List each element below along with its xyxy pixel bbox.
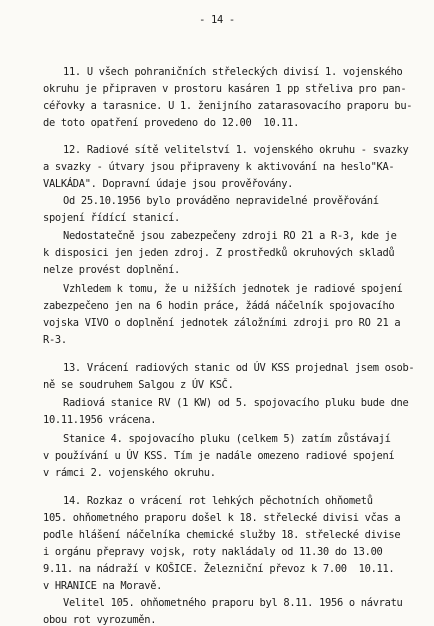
text-line: zabezpečeno jen na 6 hodin práce, žádá náčelník spojovacího	[43, 300, 395, 312]
text-line: de toto opatření provedeno do 12.00 10.11.	[43, 117, 300, 129]
text-line: Od 25.10.1956 bylo prováděno nepravidelné prověřování	[63, 195, 379, 207]
text-line: nelze provést doplnění.	[43, 264, 180, 276]
text-line: v HRANICE na Moravě.	[43, 580, 163, 592]
text-line: VALKÁDA". Dopravní údaje jsou prověřovány.	[43, 178, 294, 190]
text-line: 14. Rozkaz o vrácení rot lehkých pěchotních ohňometů	[63, 495, 373, 507]
text-line: R-3.	[43, 334, 67, 346]
text-line: k disposici jen jeden zdroj. Z prostředků okruhových skladů	[43, 247, 395, 259]
text-line: Vzhledem k tomu, že u nižších jednotek je radiové spojení	[63, 283, 403, 295]
text-line: ně se soudruhem Salgou z ÚV KSČ.	[43, 379, 234, 391]
text-line: Stanice 4. spojovacího pluku (celkem 5) zatím zůstávají	[63, 433, 391, 445]
text-line: 9.11. na nádraží v KOŠICE. Železniční převoz k 7.00 10.11.	[43, 563, 395, 575]
text-line: v používání u ÚV KSS. Tím je nadále omezeno radiové spojení	[43, 450, 395, 462]
text-line: obou rot vyrozuměn.	[43, 614, 157, 626]
text-line: vojska VIVO o doplnění jednotek záložními zdroji pro RO 21 a	[43, 317, 401, 329]
text-line: okruhu je připraven v prostoru kasáren 1 pp střeliva pro pan-	[43, 83, 407, 95]
text-line: 10.11.1956 vrácena.	[43, 414, 157, 426]
text-line: a svazky - útvary jsou připraveny k aktivování na heslo"KA-	[43, 161, 395, 173]
text-line: 105. ohňometného praporu došel k 18. střelecké divisi včas a	[43, 512, 401, 524]
text-line: i orgánu přepravy vojsk, roty nakládaly od 11.30 do 13.00	[43, 546, 383, 558]
text-line: v rámci 2. vojenského okruhu.	[43, 467, 216, 479]
text-line: céřovky a tarasnice. U 1. ženijního zatarasovacího praporu bu-	[43, 100, 413, 112]
text-line: 12. Radiové sítě velitelství 1. vojenského okruhu - svazky	[63, 144, 409, 156]
text-line: podle hlášení náčelníka chemické služby 18. střelecké divise	[43, 529, 401, 541]
text-line: Radiová stanice RV (1 KW) od 5. spojovacího pluku bude dne	[63, 397, 409, 409]
text-line: spojení řídící stanicí.	[43, 212, 180, 224]
text-line: Nedostatečně jsou zabezpečeny zdroji RO 21 a R-3, kde je	[63, 230, 397, 242]
text-line: 11. U všech pohraničních střeleckých divisí 1. vojenského	[63, 66, 403, 78]
text-line: 13. Vrácení radiových stanic od ÚV KSS projednal jsem osob-	[63, 362, 415, 374]
text-line: Velitel 105. ohňometného praporu byl 8.11. 1956 o návratu	[63, 597, 403, 609]
page-number: - 14 -	[199, 14, 235, 26]
